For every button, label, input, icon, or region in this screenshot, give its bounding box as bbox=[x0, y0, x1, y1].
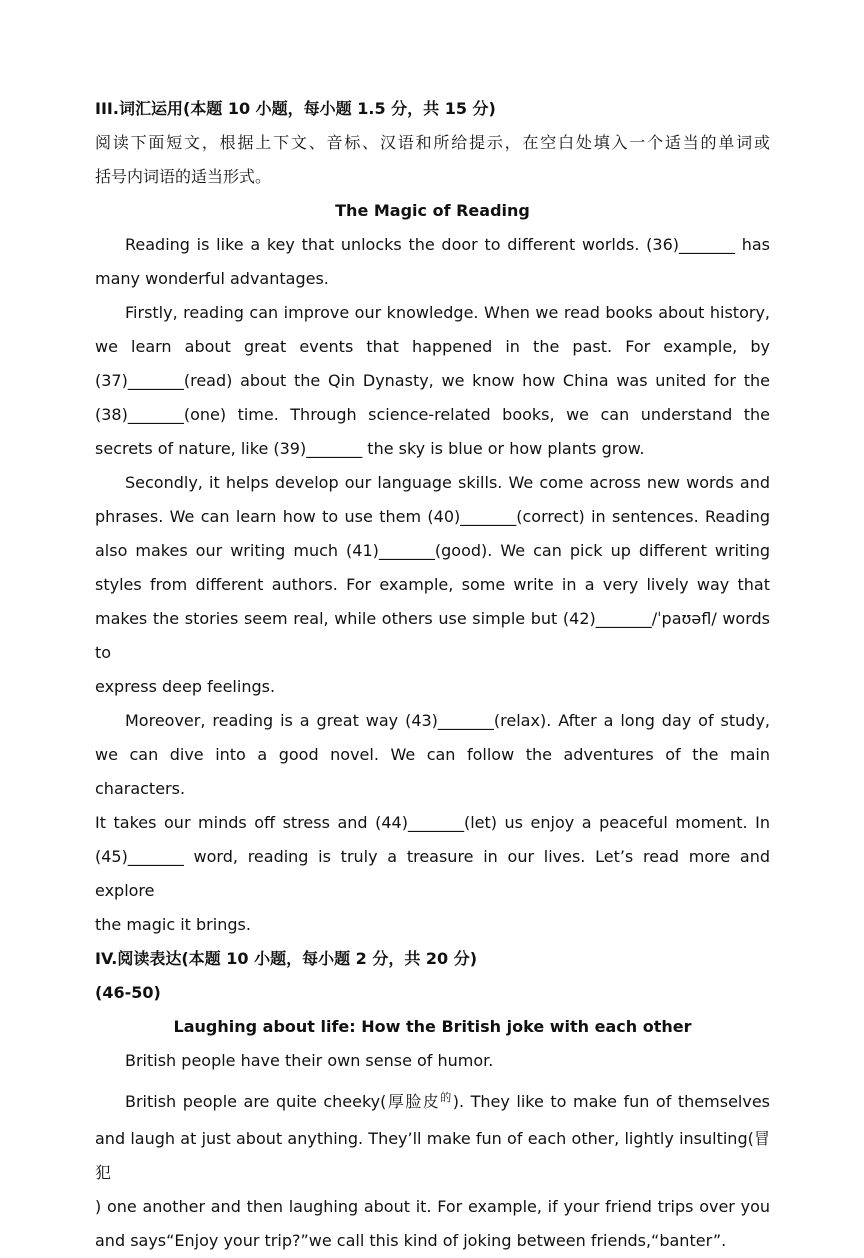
section-3-heading: III.词汇运用(本题 10 小题，每小题 1.5 分，共 15 分) bbox=[95, 99, 496, 118]
paragraph-line: Secondly, it helps develop our language skills. We come across new words and bbox=[125, 473, 770, 492]
text-segment: ). They like to make fun of themselves bbox=[452, 1092, 771, 1111]
paragraph-line: Moreover, reading is a great way (43)_______(relax). After a long day of study, bbox=[125, 711, 770, 730]
paragraph-line: (38)_______(one) time. Through science-related books, we can understand the bbox=[95, 405, 770, 424]
section-3-instruction: 阅读下面短文，根据上下文、音标、汉语和所给提示，在空白处填入一个适当的单词或 bbox=[95, 133, 770, 152]
section-3-instruction-cont: 括号内词语的适当形式。 bbox=[95, 167, 272, 186]
paragraph-line: Reading is like a key that unlocks the door to different worlds. (36)_______ has bbox=[125, 235, 770, 254]
text-segment: British people are quite cheeky(厚脸皮 bbox=[125, 1092, 441, 1111]
paragraph-line: secrets of nature, like (39)_______ the sky is blue or how plants grow. bbox=[95, 439, 645, 458]
question-range: (46-50) bbox=[95, 983, 161, 1002]
paragraph-line: styles from different authors. For example, some write in a very lively way that bbox=[95, 575, 770, 594]
paragraph-line: the magic it brings. bbox=[95, 915, 251, 934]
paragraph-line: British people have their own sense of humor. bbox=[125, 1051, 494, 1070]
paragraph-line bbox=[95, 1078, 770, 1122]
paragraph-line: we can dive into a good novel. We can follow the adventures of the main characters. bbox=[95, 745, 770, 798]
paragraph-line: ) one another and then laughing about it. For example, if your friend trips over you bbox=[95, 1197, 770, 1216]
paragraph-line: also makes our writing much (41)_______(good). We can pick up different writing bbox=[95, 541, 770, 560]
paragraph-line: and says“Enjoy your trip?”we call this kind of joking between friends,“banter”. bbox=[95, 1231, 727, 1250]
paragraph-line: and laugh at just about anything. They’ll make fun of each other, lightly insulting(冒犯 bbox=[95, 1129, 770, 1182]
paragraph-line: (45)_______ word, reading is truly a treasure in our lives. Let’s read more and explore bbox=[95, 847, 770, 900]
document-page bbox=[95, 92, 770, 1258]
superscript-char: 的 bbox=[440, 1091, 453, 1104]
paragraph-line: Firstly, reading can improve our knowledge. When we read books about history, bbox=[125, 303, 770, 322]
paragraph-line: many wonderful advantages. bbox=[95, 269, 329, 288]
passage-title: The Magic of Reading bbox=[335, 201, 530, 220]
paragraph-line: we learn about great events that happened in the past. For example, by bbox=[95, 337, 770, 356]
paragraph-line: It takes our minds off stress and (44)_______(let) us enjoy a peaceful moment. In bbox=[95, 813, 770, 832]
paragraph-line: express deep feelings. bbox=[95, 677, 276, 696]
paragraph-line: (37)_______(read) about the Qin Dynasty, we know how China was united for the bbox=[95, 371, 770, 390]
section-4-heading: IV.阅读表达(本题 10 小题，每小题 2 分，共 20 分) bbox=[95, 949, 478, 968]
paragraph-line: phrases. We can learn how to use them (40)_______(correct) in sentences. Reading bbox=[95, 507, 770, 526]
passage-title: Laughing about life: How the British joke with each other bbox=[173, 1017, 692, 1036]
paragraph-line: makes the stories seem real, while others use simple but (42)_______/ˈpaʊəfl/ words to bbox=[95, 609, 770, 662]
